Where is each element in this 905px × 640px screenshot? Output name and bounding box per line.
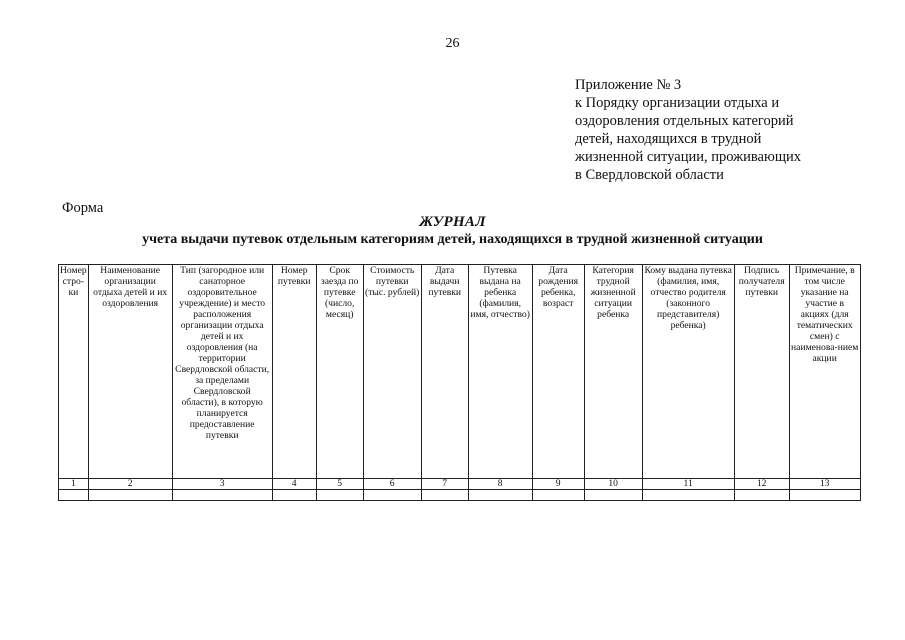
column-number: 3	[172, 479, 272, 490]
column-number: 12	[734, 479, 789, 490]
column-number: 4	[272, 479, 316, 490]
col-header-child-name: Путевка выдана на ребенка (фамилия, имя, отчество)	[468, 265, 532, 479]
column-number: 13	[789, 479, 860, 490]
empty-cell	[272, 490, 316, 501]
col-header-birth-date: Дата рождения ребенка, возраст	[532, 265, 584, 479]
appendix-line: детей, находящихся в трудной	[575, 131, 762, 147]
col-header-recipient: Кому выдана путевка (фамилия, имя, отчество родителя (законного представителя) ребенка)	[642, 265, 734, 479]
col-header-situation-category: Категория трудной жизненной ситуации ребенка	[584, 265, 642, 479]
empty-cell	[532, 490, 584, 501]
column-number: 2	[88, 479, 172, 490]
empty-cell	[363, 490, 421, 501]
appendix-line: жизненной ситуации, проживающих	[575, 149, 801, 165]
appendix-block	[575, 76, 875, 184]
empty-cell	[468, 490, 532, 501]
appendix-line: оздоровления отдельных категорий	[575, 113, 794, 129]
empty-data-row	[59, 490, 861, 501]
empty-cell	[59, 490, 89, 501]
header-row	[59, 265, 861, 479]
empty-cell	[172, 490, 272, 501]
journal-title: ЖУРНАЛ	[419, 214, 486, 230]
appendix-line: в Свердловской области	[575, 167, 724, 183]
form-label: Форма	[62, 200, 104, 216]
appendix-line: Приложение № 3	[575, 77, 682, 93]
col-header-row-number: Номер стро-ки	[59, 265, 89, 479]
journal-subtitle: учета выдачи путевок отдельным категориям детей, находящихся в трудной жизненной ситуации	[142, 232, 763, 247]
column-number: 1	[59, 479, 89, 490]
empty-cell	[88, 490, 172, 501]
column-number-row	[59, 479, 861, 490]
column-number: 10	[584, 479, 642, 490]
col-header-voucher-cost: Стоимость путевки (тыс. рублей)	[363, 265, 421, 479]
empty-cell	[584, 490, 642, 501]
col-header-voucher-number: Номер путевки	[272, 265, 316, 479]
journal-table	[58, 264, 861, 501]
column-number: 5	[316, 479, 363, 490]
column-number: 9	[532, 479, 584, 490]
empty-cell	[642, 490, 734, 501]
empty-cell	[734, 490, 789, 501]
empty-cell	[789, 490, 860, 501]
column-number: 8	[468, 479, 532, 490]
column-number: 6	[363, 479, 421, 490]
empty-cell	[421, 490, 468, 501]
col-header-signature: Подпись получателя путевки	[734, 265, 789, 479]
empty-cell	[316, 490, 363, 501]
col-header-issue-date: Дата выдачи путевки	[421, 265, 468, 479]
col-header-organization-name: Наименование организации отдыха детей и их оздоровления	[88, 265, 172, 479]
col-header-arrival-date: Срок заезда по путевке (число, месяц)	[316, 265, 363, 479]
column-number: 11	[642, 479, 734, 490]
col-header-note: Примечание, в том числе указание на участие в акциях (для тематических смен) с наименова-нием акции	[789, 265, 860, 479]
appendix-line: к Порядку организации отдыха и	[575, 95, 780, 111]
col-header-organization-type: Тип (загородное или санаторное оздоровительное учреждение) и место расположения организации отдыха детей и их оздоровления (на территории Свердловской области, за пределами Свердловской области), в которую планируется предоставление путевки	[172, 265, 272, 479]
page-number: 26	[445, 36, 460, 51]
column-number: 7	[421, 479, 468, 490]
